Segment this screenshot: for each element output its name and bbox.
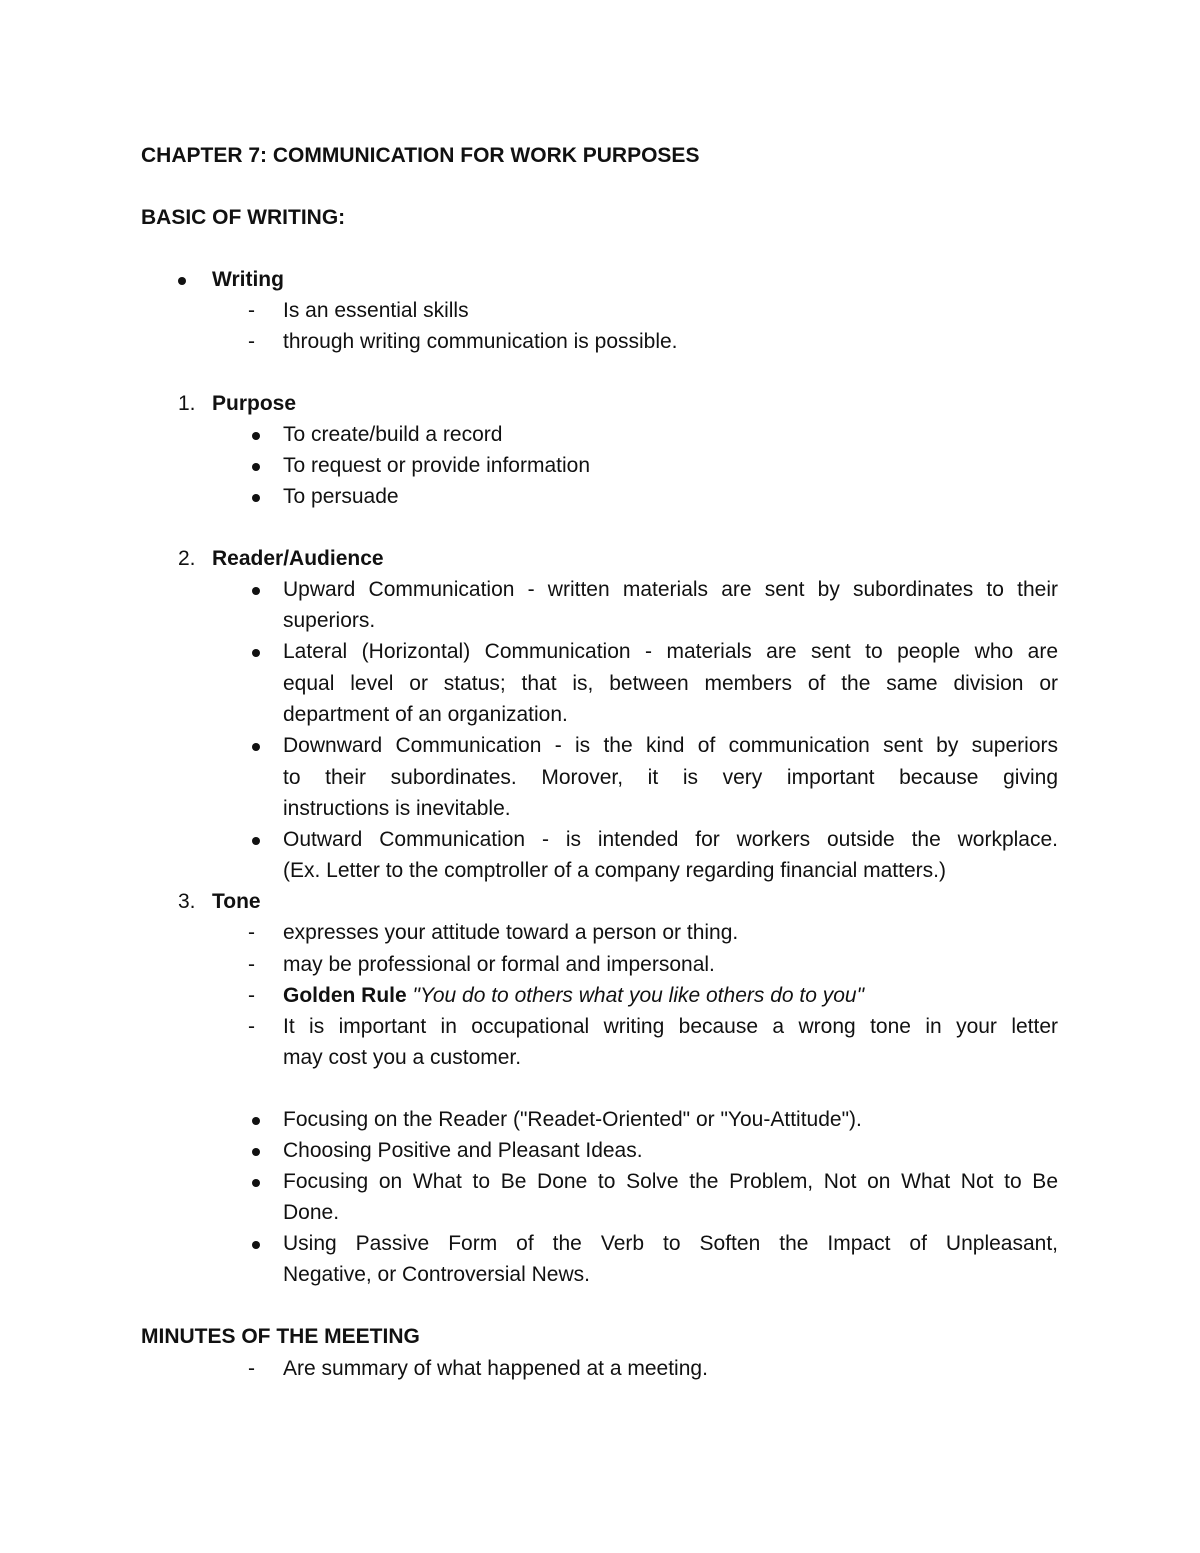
tone-tip-line: Choosing Positive and Pleasant Ideas. — [283, 1139, 643, 1162]
reader-item-line: superiors. — [283, 609, 376, 632]
section-heading-basic-writing: BASIC OF WRITING: — [141, 206, 346, 229]
minutes-item: Are summary of what happened at a meeting. — [283, 1357, 708, 1380]
bullet-icon — [252, 1148, 260, 1156]
tone-label: Tone — [212, 890, 261, 913]
tone-item: may be professional or formal and impersonal. — [283, 953, 715, 976]
bullet-icon — [252, 1117, 260, 1125]
bullet-icon — [252, 837, 260, 845]
chapter-title: CHAPTER 7: COMMUNICATION FOR WORK PURPOSES — [141, 144, 700, 167]
purpose-item: To persuade — [283, 485, 399, 508]
dash-marker: - — [248, 299, 255, 322]
bullet-icon — [252, 494, 260, 502]
purpose-label: Purpose — [212, 392, 297, 415]
dash-marker: - — [248, 330, 255, 353]
dash-marker: - — [248, 921, 255, 944]
dash-marker: - — [248, 1357, 255, 1380]
dash-marker: - — [248, 1015, 255, 1038]
writing-item: through writing communication is possible. — [283, 330, 678, 353]
tone-tip-line: Done. — [283, 1201, 340, 1224]
golden-rule-line — [283, 983, 864, 1009]
writing-label: Writing — [212, 268, 284, 291]
tone-important-line: It is important in occupational writing because a wrong tone in your letter — [283, 1015, 1058, 1038]
bullet-icon — [252, 1241, 260, 1249]
golden-rule-quote: "You do to others what you like others do to you" — [412, 984, 865, 1007]
tone-tip-line: Focusing on the Reader ("Readet-Oriented" or "You-Attitude"). — [283, 1108, 862, 1131]
reader-item-line: Outward Communication - is intended for workers outside the workplace. — [283, 828, 1058, 851]
reader-item-line: (Ex. Letter to the comptroller of a company regarding financial matters.) — [283, 859, 946, 882]
reader-item-line: Lateral (Horizontal) Communication - materials are sent to people who are — [283, 640, 1058, 663]
tone-tip-line: Negative, or Controversial News. — [283, 1263, 590, 1286]
bullet-icon — [252, 1179, 260, 1187]
reader-item-line: instructions is inevitable. — [283, 797, 511, 820]
tone-item: expresses your attitude toward a person or thing. — [283, 921, 739, 944]
list-number: 2. — [178, 547, 196, 570]
tone-tip-line: Focusing on What to Be Done to Solve the Problem, Not on What Not to Be — [283, 1170, 1058, 1193]
tone-important-line: may cost you a customer. — [283, 1046, 522, 1069]
section-heading-minutes: MINUTES OF THE MEETING — [141, 1325, 420, 1348]
purpose-item: To request or provide information — [283, 454, 590, 477]
reader-item-line: to their subordinates. Morover, it is very important because giving — [283, 766, 1058, 789]
bullet-icon — [252, 463, 260, 471]
bullet-icon — [252, 649, 260, 657]
writing-item: Is an essential skills — [283, 299, 469, 322]
reader-item-line: Downward Communication - is the kind of communication sent by superiors — [283, 734, 1058, 757]
bullet-icon — [252, 432, 260, 440]
tone-tip-line: Using Passive Form of the Verb to Soften the Impact of Unpleasant, — [283, 1232, 1058, 1255]
reader-item-line: equal level or status; that is, between members of the same division or — [283, 672, 1058, 695]
bullet-icon — [252, 743, 260, 751]
dash-marker: - — [248, 953, 255, 976]
list-number: 3. — [178, 890, 196, 913]
reader-item-line: department of an organization. — [283, 703, 568, 726]
list-number: 1. — [178, 392, 196, 415]
reader-label: Reader/Audience — [212, 547, 384, 570]
bullet-icon — [252, 587, 260, 595]
golden-rule-label: Golden Rule — [283, 984, 407, 1007]
bullet-icon — [178, 277, 186, 285]
purpose-item: To create/build a record — [283, 423, 503, 446]
reader-item-line: Upward Communication - written materials are sent by subordinates to their — [283, 578, 1058, 601]
dash-marker: - — [248, 984, 255, 1007]
